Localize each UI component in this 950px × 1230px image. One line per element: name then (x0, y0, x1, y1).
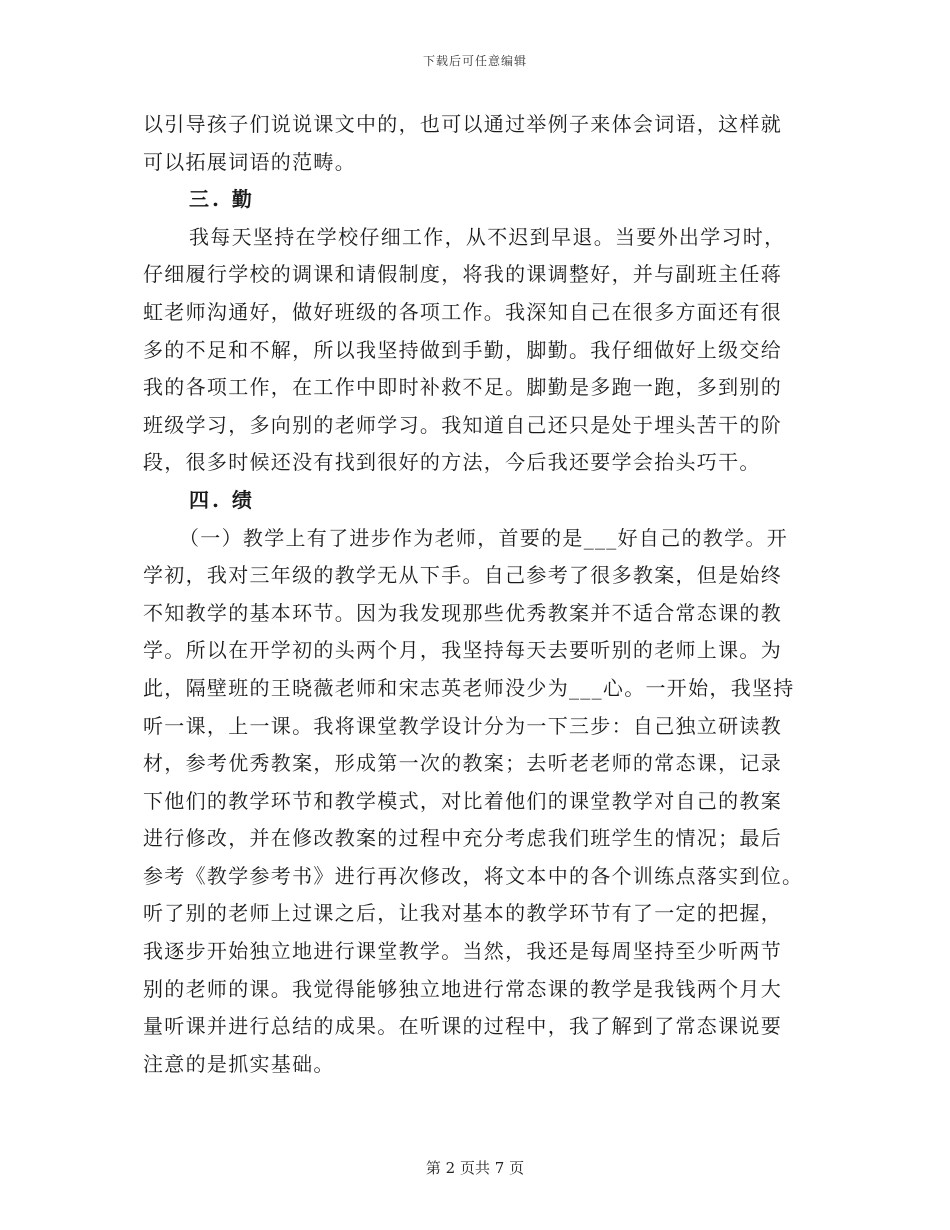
text-line: 注意的是抓实基础。 (143, 1051, 335, 1076)
text-line: 进行修改，并在修改教案的过程中充分考虑我们班学生的情况；最后 (143, 826, 782, 851)
text-line: 段，很多时候还没有找到很好的方法，今后我还要学会抬头巧干。 (143, 450, 761, 475)
text-line: 可以拓展词语的范畴。 (143, 149, 356, 174)
text-line: 参考《教学参考书》进行再次修改，将文本中的各个训练点落实到位。 (143, 863, 804, 888)
paragraph-start: （一）教学上有了进步作为老师，首要的是___好自己的教学。开 (179, 525, 788, 550)
text-line: 以引导孩子们说说课文中的，也可以通过举例子来体会词语，这样就 (143, 112, 782, 136)
text-line: 学初，我对三年级的教学无从下手。自己参考了很多教案，但是始终 (143, 563, 782, 588)
text-line: 我逐步开始独立地进行课堂教学。当然，我还是每周坚持至少听两节 (143, 939, 782, 964)
page-number: 第 2 页共 7 页 (425, 1159, 525, 1177)
text-line: 听一课，上一课。我将课堂教学设计分为一下三步：自己独立研读教 (143, 713, 782, 738)
text-line: 材，参考优秀教案，形成第一次的教案；去听老老师的常态课，记录 (143, 751, 782, 776)
text-line: 别的老师的课。我觉得能够独立地进行常态课的教学是我钱两个月大 (143, 976, 782, 1001)
document-body (143, 106, 811, 1083)
text-line: 此，隔壁班的王晓薇老师和宋志英老师没少为___心。一开始，我坚持 (143, 675, 795, 700)
page-header: 下载后可任意编辑 (422, 54, 527, 68)
text-line: 我的各项工作，在工作中即时补救不足。脚勤是多跑一跑，多到别的 (143, 375, 782, 400)
text-line: 虹老师沟通好，做好班级的各项工作。我深知自己在很多方面还有很 (143, 299, 782, 324)
text-line: 量听课并进行总结的成果。在听课的过程中，我了解到了常态课说要 (143, 1014, 782, 1039)
text-line: 班级学习，多向别的老师学习。我知道自己还只是处于埋头苦干的阶 (143, 412, 782, 437)
text-line: 下他们的教学环节和教学模式，对比着他们的课堂教学对自己的教案 (143, 788, 782, 813)
text-line: 学。所以在开学初的头两个月，我坚持每天去要听别的老师上课。为 (143, 638, 782, 663)
paragraph-start: 我每天坚持在学校仔细工作，从不迟到早退。当要外出学习时， (189, 224, 786, 249)
section-heading-qin: 三. 勤 (189, 187, 255, 212)
text-line: 仔细履行学校的调课和请假制度，将我的课调整好，并与副班主任蒋 (143, 262, 782, 287)
text-line: 听了别的老师上过课之后，让我对基本的教学环节有了一定的把握， (143, 901, 782, 926)
text-line: 不知教学的基本环节。因为我发现那些优秀教案并不适合常态课的教 (143, 600, 782, 625)
text-line: 多的不足和不解，所以我坚持做到手勤，脚勤。我仔细做好上级交给 (143, 337, 782, 362)
section-heading-ji: 四. 绩 (189, 487, 255, 512)
